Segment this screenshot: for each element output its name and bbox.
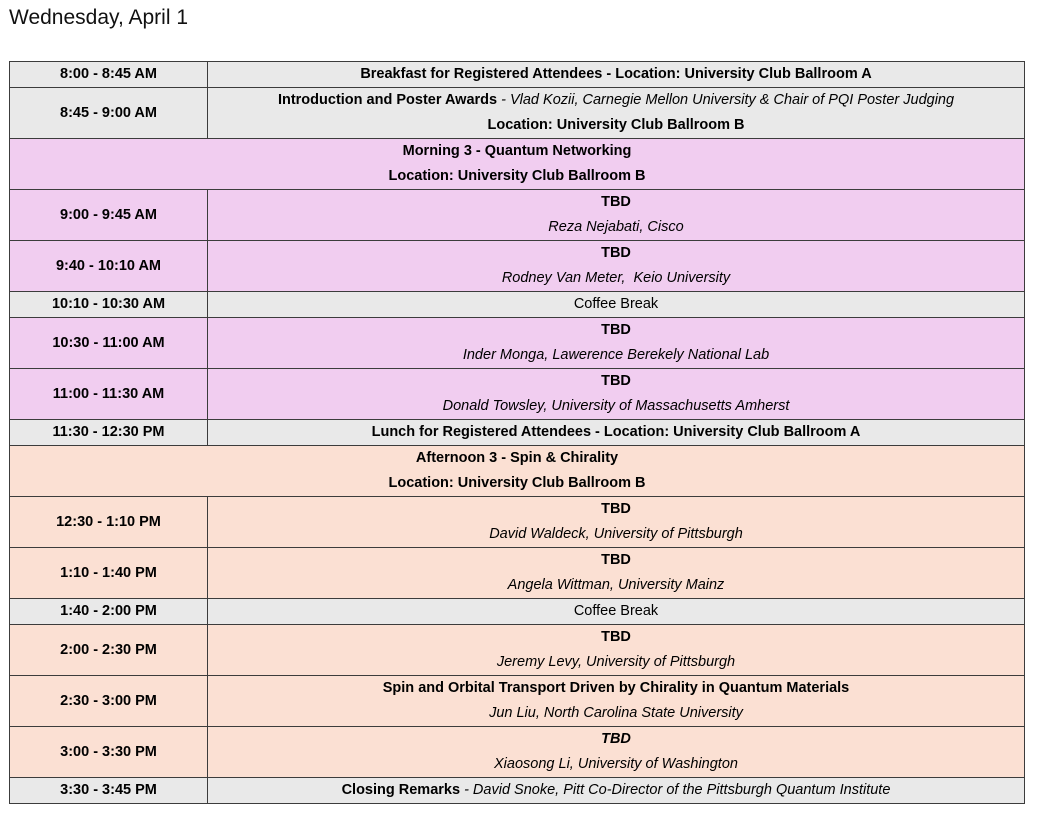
event-cell <box>208 88 1025 139</box>
event-cell <box>208 62 1025 88</box>
table-row <box>10 548 1025 599</box>
event-location: Location: University Club Ballroom B <box>487 117 745 133</box>
time-cell: 11:30 - 12:30 PM <box>10 420 208 446</box>
table-row <box>10 318 1025 369</box>
time-cell: 8:45 - 9:00 AM <box>10 88 208 139</box>
section-title: Morning 3 - Quantum Networking <box>402 143 632 159</box>
time-cell: 9:40 - 10:10 AM <box>10 241 208 292</box>
time-cell: 12:30 - 1:10 PM <box>10 497 208 548</box>
event-title: Introduction and Poster Awards <box>277 92 498 108</box>
talk-cell <box>208 318 1025 369</box>
section-title: Afternoon 3 - Spin & Chirality <box>415 450 619 466</box>
talk-cell <box>208 727 1025 778</box>
section-header-row <box>10 446 1025 497</box>
table-row <box>10 62 1025 88</box>
event-presenter: - David Snoke, Pitt Co-Director of the Pittsburgh Quantum Institute <box>460 782 891 798</box>
talk-cell <box>208 497 1025 548</box>
talk-title: TBD <box>601 629 631 645</box>
event-title: Closing Remarks <box>341 782 461 798</box>
event-presenter: - Vlad Kozii, Carnegie Mellon University & Chair of PQI Poster Judging <box>497 92 955 108</box>
schedule-table <box>9 61 1025 804</box>
speaker: Jeremy Levy, University of Pittsburgh <box>496 654 736 670</box>
section-header <box>10 139 1025 190</box>
talk-cell <box>208 241 1025 292</box>
table-row <box>10 625 1025 676</box>
talk-title: TBD <box>601 501 631 517</box>
time-cell: 2:00 - 2:30 PM <box>10 625 208 676</box>
day-title: Wednesday, April 1 <box>9 6 188 29</box>
table-row <box>10 292 1025 318</box>
time-cell: 1:40 - 2:00 PM <box>10 599 208 625</box>
speaker: Inder Monga, Lawerence Berekely National Lab <box>462 347 770 363</box>
talk-title: TBD <box>601 194 631 210</box>
talk-title: TBD <box>601 245 631 261</box>
time-cell: 1:10 - 1:40 PM <box>10 548 208 599</box>
event-cell <box>208 778 1025 804</box>
talk-title: TBD <box>601 552 631 568</box>
break-cell: Coffee Break <box>208 292 1025 318</box>
table-row <box>10 676 1025 727</box>
talk-cell <box>208 625 1025 676</box>
time-cell: 11:00 - 11:30 AM <box>10 369 208 420</box>
table-row <box>10 778 1025 804</box>
talk-cell <box>208 676 1025 727</box>
section-location: Location: University Club Ballroom B <box>388 475 646 491</box>
table-row <box>10 727 1025 778</box>
time-cell: 3:30 - 3:45 PM <box>10 778 208 804</box>
table-row <box>10 420 1025 446</box>
table-row <box>10 369 1025 420</box>
section-header-row <box>10 139 1025 190</box>
event-cell <box>208 420 1025 446</box>
speaker: David Waldeck, University of Pittsburgh <box>489 526 743 542</box>
time-cell: 2:30 - 3:00 PM <box>10 676 208 727</box>
talk-cell <box>208 190 1025 241</box>
event-title: Breakfast for Registered Attendees - Location: University Club Ballroom A <box>360 66 872 82</box>
talk-title: TBD <box>601 731 631 747</box>
speaker: Rodney Van Meter, Keio University <box>501 270 731 286</box>
table-row <box>10 241 1025 292</box>
talk-title: Spin and Orbital Transport Driven by Chirality in Quantum Materials <box>382 680 850 696</box>
time-cell: 3:00 - 3:30 PM <box>10 727 208 778</box>
time-cell: 8:00 - 8:45 AM <box>10 62 208 88</box>
speaker: Angela Wittman, University Mainz <box>507 577 725 593</box>
time-cell: 10:10 - 10:30 AM <box>10 292 208 318</box>
table-row <box>10 599 1025 625</box>
time-cell: 10:30 - 11:00 AM <box>10 318 208 369</box>
event-title: Lunch for Registered Attendees - Location: University Club Ballroom A <box>371 424 861 440</box>
table-row <box>10 497 1025 548</box>
table-row <box>10 190 1025 241</box>
break-cell: Coffee Break <box>208 599 1025 625</box>
section-header <box>10 446 1025 497</box>
talk-cell <box>208 369 1025 420</box>
talk-title: TBD <box>601 373 631 389</box>
speaker: Reza Nejabati, Cisco <box>548 219 684 235</box>
speaker: Donald Towsley, University of Massachusetts Amherst <box>442 398 790 414</box>
time-cell: 9:00 - 9:45 AM <box>10 190 208 241</box>
speaker: Xiaosong Li, University of Washington <box>494 756 738 772</box>
speaker: Jun Liu, North Carolina State University <box>489 705 743 721</box>
talk-cell <box>208 548 1025 599</box>
talk-title: TBD <box>601 322 631 338</box>
section-location: Location: University Club Ballroom B <box>388 168 646 184</box>
table-row <box>10 88 1025 139</box>
